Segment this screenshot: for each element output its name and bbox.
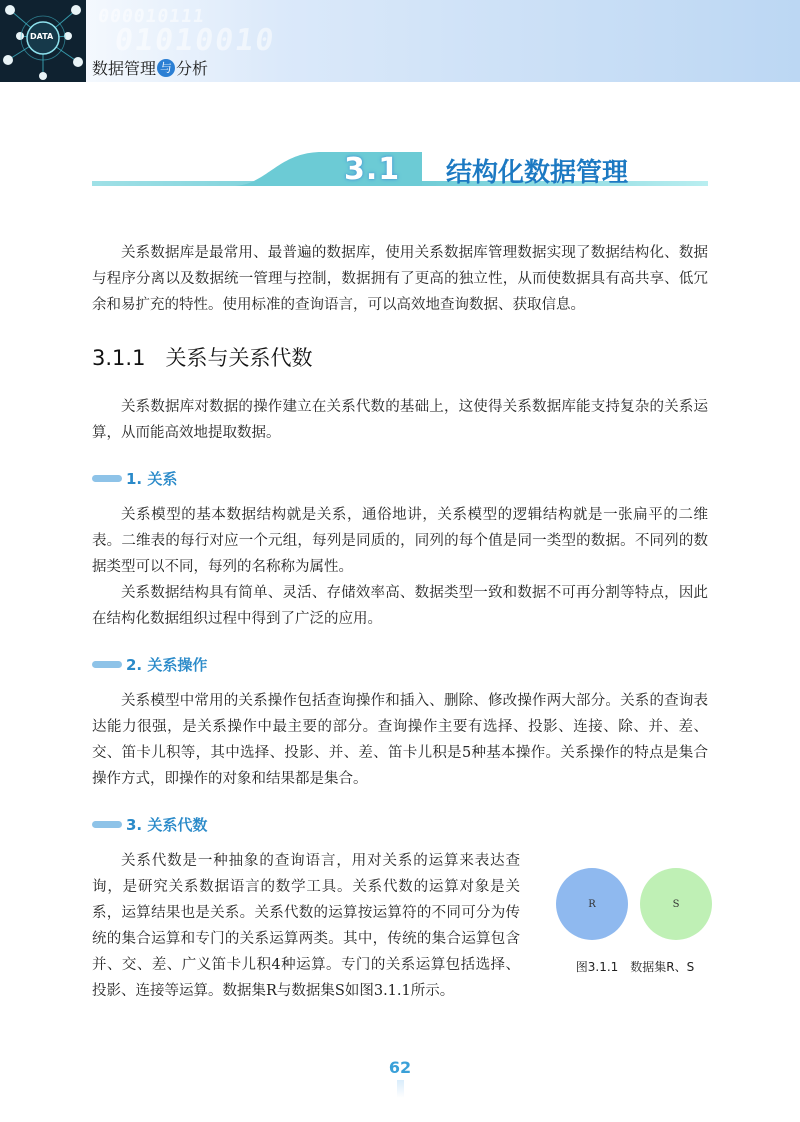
data-network-icon bbox=[0, 0, 86, 82]
heading-bar-icon bbox=[92, 661, 122, 668]
subsection-heading bbox=[92, 342, 312, 372]
page-number: 62 bbox=[388, 1058, 412, 1077]
dataset-s-label: S bbox=[672, 898, 680, 910]
section-banner bbox=[92, 148, 708, 188]
thumb-label: DATA bbox=[30, 32, 54, 41]
dataset-s-circle bbox=[640, 868, 712, 940]
item-heading-2 bbox=[92, 654, 207, 675]
book-title-part1: 数据管理 bbox=[92, 59, 157, 78]
binary-line-1: 000010111 bbox=[96, 6, 207, 27]
header-data-image bbox=[0, 0, 86, 82]
section-title: 结构化数据管理 bbox=[446, 158, 629, 188]
page-header bbox=[0, 0, 800, 82]
subsection-title: 关系与关系代数 bbox=[165, 346, 313, 370]
item-heading-1 bbox=[92, 468, 177, 489]
page-number-decoration bbox=[397, 1080, 404, 1098]
item-heading-3-text: 3. 关系代数 bbox=[126, 816, 208, 834]
heading-bar-icon bbox=[92, 821, 122, 828]
book-title bbox=[92, 56, 208, 79]
heading-bar-icon bbox=[92, 475, 122, 482]
item-heading-1-text: 1. 关系 bbox=[126, 470, 178, 488]
item-heading-2-text: 2. 关系操作 bbox=[126, 656, 208, 674]
book-title-part2: 分析 bbox=[176, 59, 209, 78]
header-binary-decoration bbox=[92, 6, 280, 58]
item-2-paragraph-1: 关系模型中常用的关系操作包括查询操作和插入、删除、修改操作两大部分。关系的查询表达能力很强，是关系操作中最主要的部分。查询操作主要有选择、投影、连接、除、并、差、交、笛卡儿积等，其中选择、投影、并、差、笛卡儿积是5种基本操作。关系操作的特点是集合操作方式，即操作的对象和结果都是集合。 bbox=[92, 693, 708, 787]
item-1-paragraph-1: 关系模型的基本数据结构就是关系，通俗地讲，关系模型的逻辑结构就是一张扁平的二维表。二维表的每行对应一个元组，每列是同质的，同列的每个值是同一类型的数据。不同列的数据类型可以不同，每列的名称称为属性。 bbox=[92, 507, 708, 575]
intro-paragraph: 关系数据库是最常用、最普遍的数据库，使用关系数据库管理数据实现了数据结构化、数据与程序分离以及数据统一管理与控制，数据拥有了更高的独立性，从而使数据具有高共享、低冗余和易扩充的特性。使用标准的查询语言，可以高效地查询数据、获取信息。 bbox=[92, 245, 708, 313]
figure-3-1-1 bbox=[550, 866, 720, 986]
dataset-r-circle bbox=[556, 868, 628, 940]
subsection-number: 3.1.1 bbox=[92, 346, 146, 370]
section-number: 3.1 bbox=[344, 152, 401, 187]
dataset-r-label: R bbox=[588, 898, 596, 910]
figure-caption: 图3.1.1 数据集R、S bbox=[575, 960, 695, 974]
binary-line-2: 01010010 bbox=[112, 23, 278, 58]
item-1-paragraph-2: 关系数据结构具有简单、灵活、存储效率高、数据类型一致和数据不可再分割等特点，因此在结构化数据组织过程中得到了广泛的应用。 bbox=[92, 585, 708, 627]
item-heading-3 bbox=[92, 814, 207, 835]
item-3-paragraph-1: 关系代数是一种抽象的查询语言，用对关系的运算来表达查询，是研究关系数据语言的数学工具。关系代数的运算对象是关系，运算结果也是关系。关系代数的运算按运算符的不同可分为传统的集合运算和专门的关系运算两类。其中，传统的集合运算包含并、交、差、广义笛卡儿积4种运算。专门的关系运算包括选择、投影、连接等运算。数据集R与数据集S如图3.1.1所示。 bbox=[92, 853, 520, 999]
book-title-connector: 与 bbox=[157, 59, 175, 77]
subsection-intro: 关系数据库对数据的操作建立在关系代数的基础上，这使得关系数据库能支持复杂的关系运算，从而能高效地提取数据。 bbox=[92, 399, 708, 441]
